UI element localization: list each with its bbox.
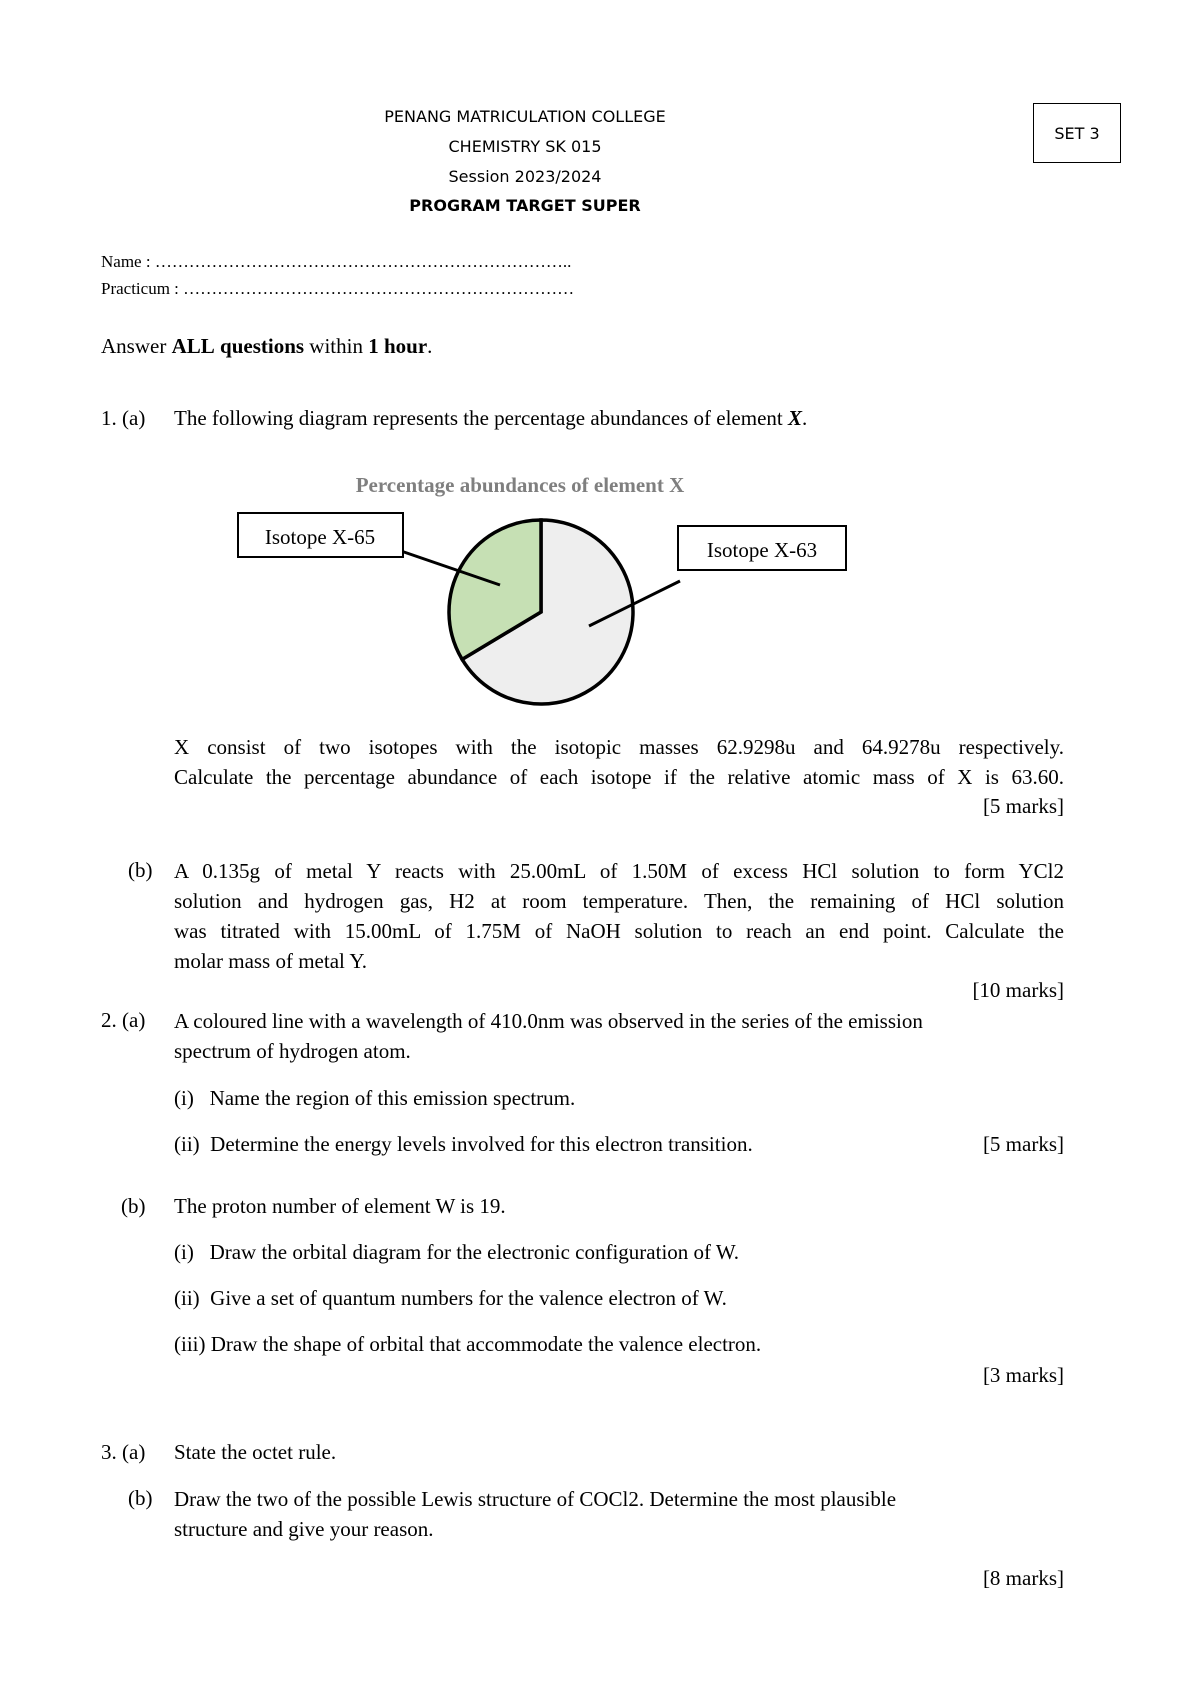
instr-pre: Answer [101, 334, 172, 358]
label-x65: Isotope X-65 [264, 525, 376, 549]
abundance-pie-chart [0, 460, 1200, 720]
instr-all: ALL [171, 334, 215, 358]
q2b-iii: (iii) Draw the shape of orbital that accommodate the valence electron. [174, 1332, 762, 1356]
set-text: SET 3 [1054, 123, 1100, 143]
instr-questions: questions [220, 334, 305, 358]
instr-mid: within [304, 334, 369, 358]
label-x63: Isotope X-63 [706, 538, 818, 562]
q2b-text: The proton number of element W is 19. [174, 1194, 506, 1218]
q3-number: 3. (a) [101, 1440, 146, 1464]
program-title: PROGRAM TARGET SUPER [409, 196, 641, 215]
q2a-ii: (ii) Determine the energy levels involved for this electron transition. [174, 1132, 753, 1156]
q3a-text: State the octet rule. [174, 1440, 337, 1464]
name-dots: ……………………………………………………………….. [154, 252, 572, 271]
q1a-intro [174, 406, 807, 431]
q2-number: 2. (a) [101, 1008, 146, 1032]
q1a-line-2: Calculate the percentage abundance of each isotope if the relative atomic mass of X is 63.60. [174, 765, 1064, 789]
q1b-label: (b) [128, 858, 153, 882]
q3b-marks: [8 marks] [982, 1566, 1064, 1590]
practicum-label: Practicum : [101, 279, 184, 298]
q1-number: 1. (a) [101, 406, 146, 430]
practicum-dots: …………………………………………………………… [183, 279, 575, 298]
q3b-label: (b) [128, 1486, 153, 1510]
instr-hour: 1 hour [368, 334, 428, 358]
q3b-line-1: Draw the two of the possible Lewis structure of COCl2. Determine the most plausible [174, 1487, 897, 1511]
q2b-ii: (ii) Give a set of quantum numbers for the valence electron of W. [174, 1286, 727, 1310]
q1b-text [174, 856, 1064, 976]
q2b-marks: [3 marks] [982, 1363, 1064, 1387]
q2b-label: (b) [121, 1194, 146, 1218]
name-line [101, 252, 571, 272]
name-label: Name : [101, 252, 155, 271]
q1a-intro-end: . [802, 406, 808, 430]
pie-slices [449, 520, 633, 704]
q2a-text [174, 1006, 1064, 1066]
q2b-i: (i) Draw the orbital diagram for the electronic configuration of W. [174, 1240, 740, 1264]
q2a-line-2: spectrum of hydrogen atom. [174, 1039, 411, 1063]
q1a-text [174, 732, 1064, 792]
q1b-line-4: molar mass of metal Y. [174, 949, 368, 973]
q1a-line-1: X consist of two isotopes with the isotopic masses 62.9298u and 64.9278u respectively. [174, 735, 1064, 759]
instr-end: . [427, 334, 433, 358]
q3b-text [174, 1484, 1064, 1544]
q1a-element: X [788, 406, 803, 430]
set-label [1033, 103, 1121, 163]
practicum-line [101, 279, 574, 299]
q1a-intro-text: The following diagram represents the percentage abundances of element [174, 406, 788, 430]
session: Session 2023/2024 [448, 167, 602, 186]
q2a-i: (i) Name the region of this emission spectrum. [174, 1086, 576, 1110]
q1b-line-2: solution and hydrogen gas, H2 at room temperature. Then, the remaining of HCl solution [174, 889, 1064, 913]
q2a-marks: [5 marks] [982, 1132, 1064, 1156]
college-name: PENANG MATRICULATION COLLEGE [384, 107, 666, 126]
chart-title: Percentage abundances of element X [355, 473, 685, 497]
q2a-line-1: A coloured line with a wavelength of 410.0nm was observed in the series of the emission [174, 1009, 923, 1033]
instructions [101, 334, 432, 359]
q1b-line-1: A 0.135g of metal Y reacts with 25.00mL of 1.50M of excess HCl solution to form YCl2 [174, 859, 1064, 883]
course-code: CHEMISTRY SK 015 [448, 137, 602, 156]
q1a-marks: [5 marks] [982, 794, 1064, 818]
q1b-line-3: was titrated with 15.00mL of 1.75M of NaOH solution to reach an end point. Calculate the [174, 919, 1064, 943]
q3b-line-2: structure and give your reason. [174, 1517, 434, 1541]
q1b-marks: [10 marks] [972, 978, 1064, 1002]
